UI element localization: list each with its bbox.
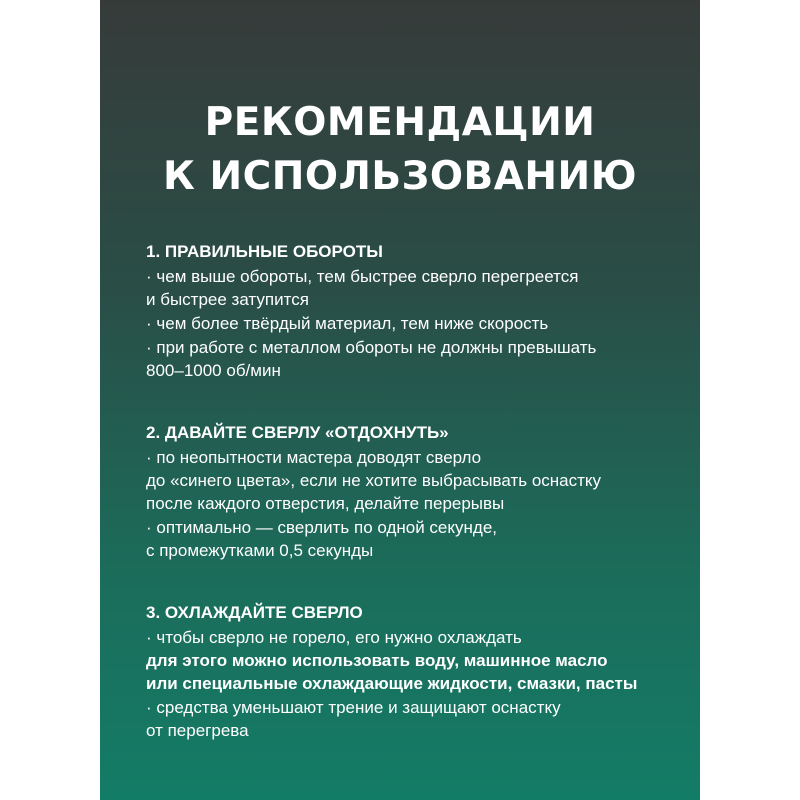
bullet-line: или специальные охлаждающие жидкости, смазки, пасты — [146, 674, 638, 693]
bullet-item — [146, 312, 686, 335]
section-cool-drill — [146, 601, 686, 742]
title-line-1: РЕКОМЕНДАЦИИ — [204, 100, 596, 145]
section-heading: 1. ПРАВИЛЬНЫЕ ОБОРОТЫ — [146, 242, 383, 261]
section-let-drill-rest — [146, 421, 686, 562]
bullet-line: · чем выше обороты, тем быстрее сверло перегреется — [146, 267, 579, 286]
bullet-line: для этого можно использовать воду, машинное масло — [146, 651, 608, 670]
recommendations-list — [146, 240, 686, 781]
bullet-line: и быстрее затупится — [146, 290, 309, 309]
bullet-line: · чем более твёрдый материал, тем ниже скорость — [146, 314, 549, 333]
bullet-item — [146, 696, 686, 742]
bullet-line: 800–1000 об/мин — [146, 361, 281, 380]
title-line-2: К ИСПОЛЬЗОВАНИЮ — [163, 154, 637, 199]
bullet-line: · чтобы сверло не горело, его нужно охлаждать — [146, 628, 522, 647]
bullet-item — [146, 265, 686, 311]
bullet-line: · средства уменьшают трение и защищают оснастку — [146, 698, 561, 717]
bullet-line: · при работе с металлом обороты не должны превышать — [146, 338, 597, 357]
bullet-item — [146, 516, 686, 562]
section-heading: 2. ДАВАЙТЕ СВЕРЛУ «ОТДОХНУТЬ» — [146, 423, 449, 442]
bullet-item — [146, 336, 686, 382]
page-title — [100, 96, 700, 204]
recommendations-card — [100, 0, 700, 800]
bullet-line: от перегрева — [146, 721, 249, 740]
bullet-line: с промежутками 0,5 секунды — [146, 541, 374, 560]
bullet-line: до «синего цвета», если не хотите выбрасывать оснастку — [146, 471, 602, 490]
section-correct-rpm — [146, 240, 686, 382]
bullet-line: · по неопытности мастера доводят сверло — [146, 448, 482, 467]
section-heading: 3. ОХЛАЖДАЙТЕ СВЕРЛО — [146, 603, 363, 622]
bullet-line: после каждого отверстия, делайте перерывы — [146, 494, 505, 513]
bullet-item — [146, 446, 686, 515]
bullet-line: · оптимально — сверлить по одной секунде, — [146, 518, 497, 537]
bullet-item — [146, 626, 686, 695]
